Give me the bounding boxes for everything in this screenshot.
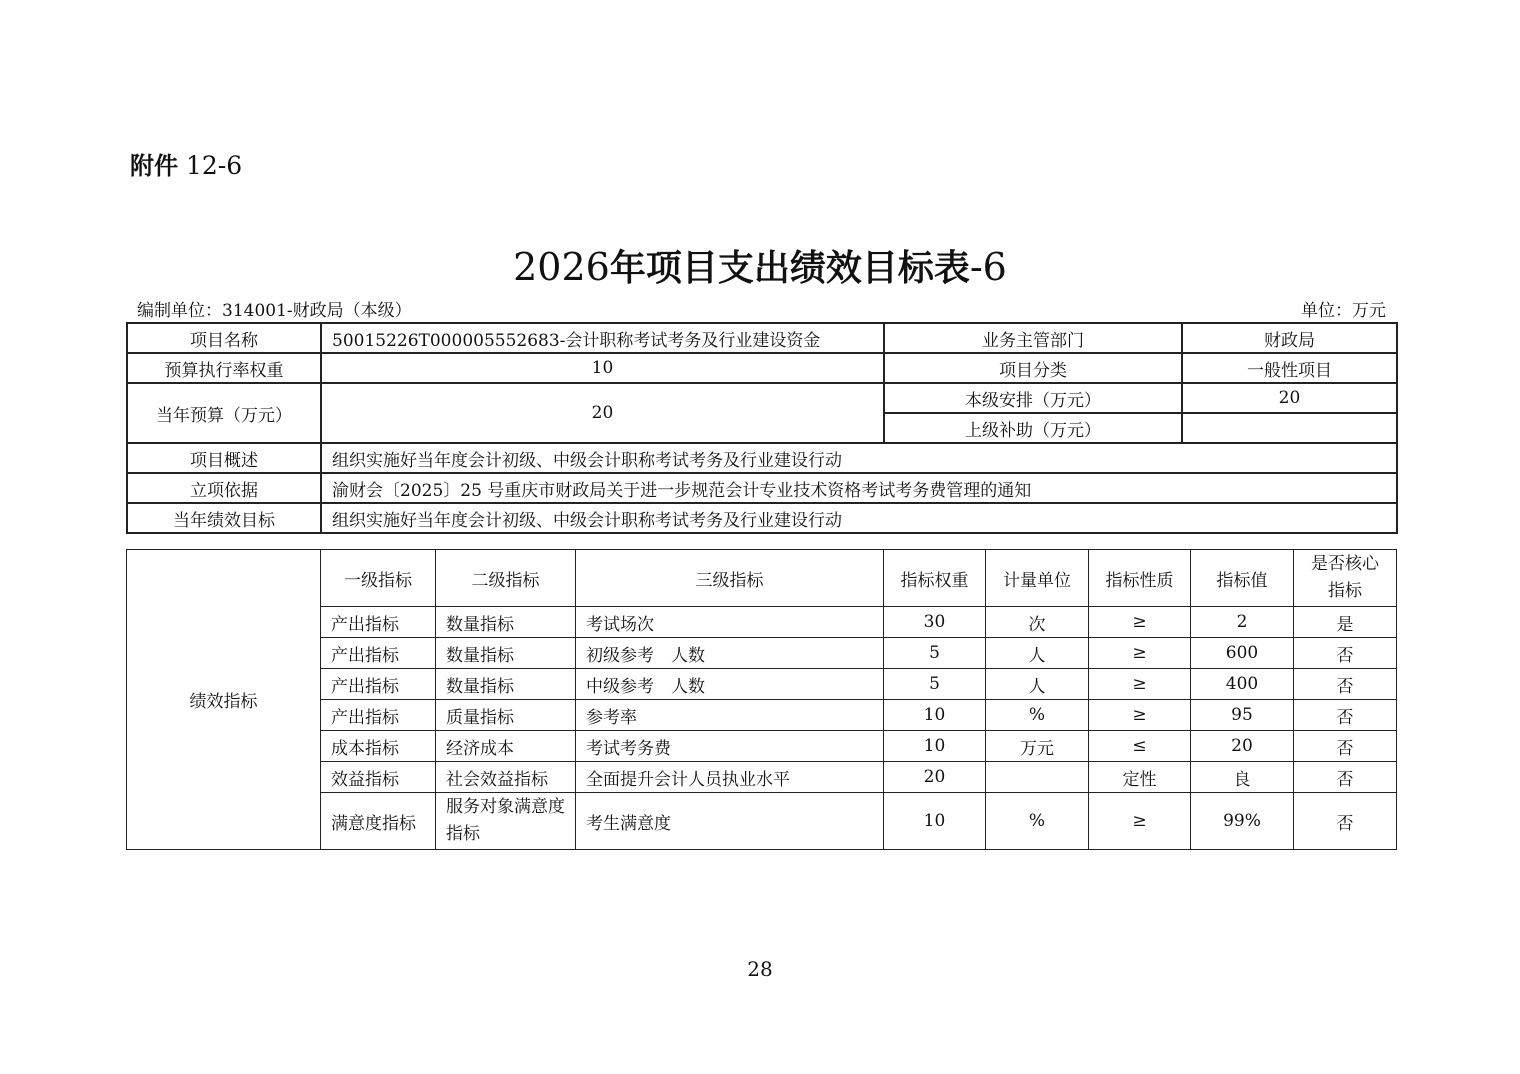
level1-cell: 产出指标 — [321, 607, 436, 638]
nature-cell: ≤ — [1089, 731, 1191, 762]
overview-label: 项目概述 — [127, 443, 321, 473]
level3-cell: 考生满意度 — [576, 793, 884, 850]
unit-cell: % — [986, 700, 1089, 731]
compiling-unit: 编制单位：314001-财政局（本级） — [137, 301, 412, 321]
header-cell: 指标性质 — [1089, 550, 1191, 607]
core-cell: 否 — [1294, 669, 1397, 700]
header-cell: 是否核心指标 — [1294, 550, 1397, 607]
weight-label: 预算执行率权重 — [127, 353, 321, 383]
weight-cell: 5 — [884, 669, 986, 700]
nature-cell: 定性 — [1089, 762, 1191, 793]
level2-cell: 质量指标 — [436, 700, 576, 731]
level2-cell: 数量指标 — [436, 607, 576, 638]
nature-cell: ≥ — [1089, 700, 1191, 731]
overview-value: 组织实施好当年度会计初级、中级会计职称考试考务及行业建设行动 — [321, 443, 1397, 473]
core-cell: 否 — [1294, 731, 1397, 762]
header-cell: 三级指标 — [576, 550, 884, 607]
level3-cell: 考试场次 — [576, 607, 884, 638]
currency-unit: 单位：万元 — [1301, 301, 1386, 321]
value-cell: 400 — [1191, 669, 1294, 700]
value-cell: 600 — [1191, 638, 1294, 669]
page-title — [0, 240, 1520, 291]
table-row — [127, 353, 1397, 383]
header-cell: 计量单位 — [986, 550, 1089, 607]
table-row — [127, 443, 1397, 473]
level3-cell: 中级参考 人数 — [576, 669, 884, 700]
level1-cell: 成本指标 — [321, 731, 436, 762]
nature-cell: ≥ — [1089, 669, 1191, 700]
nature-cell: ≥ — [1089, 638, 1191, 669]
indicators-header-row — [127, 550, 1397, 607]
level1-cell: 产出指标 — [321, 700, 436, 731]
subsidy-label: 上级补助（万元） — [884, 413, 1182, 443]
header-cell: 一级指标 — [321, 550, 436, 607]
core-cell: 否 — [1294, 762, 1397, 793]
unit-cell — [986, 762, 1089, 793]
nature-cell: ≥ — [1089, 607, 1191, 638]
table-row — [127, 323, 1397, 353]
header-cell: 指标值 — [1191, 550, 1294, 607]
category-value: 一般性项目 — [1182, 353, 1397, 383]
level2-cell: 数量指标 — [436, 669, 576, 700]
level2-cell: 服务对象满意度指标 — [436, 793, 576, 850]
title-suffix: -6 — [969, 245, 1007, 289]
nature-cell: ≥ — [1089, 793, 1191, 850]
table-row — [127, 503, 1397, 533]
unit-cell: 人 — [986, 638, 1089, 669]
level1-cell: 满意度指标 — [321, 793, 436, 850]
unit-cell: 人 — [986, 669, 1089, 700]
local-label: 本级安排（万元） — [884, 383, 1182, 413]
value-cell: 99% — [1191, 793, 1294, 850]
weight-cell: 10 — [884, 793, 986, 850]
goal-value: 组织实施好当年度会计初级、中级会计职称考试考务及行业建设行动 — [321, 503, 1397, 533]
subsidy-value — [1182, 413, 1397, 443]
goal-label: 当年绩效目标 — [127, 503, 321, 533]
level1-cell: 产出指标 — [321, 669, 436, 700]
local-value: 20 — [1182, 383, 1397, 413]
unit-cell: 万元 — [986, 731, 1089, 762]
project-info-table — [126, 322, 1398, 534]
value-cell: 2 — [1191, 607, 1294, 638]
dept-value: 财政局 — [1182, 323, 1397, 353]
level2-cell: 数量指标 — [436, 638, 576, 669]
core-cell: 否 — [1294, 793, 1397, 850]
basis-label: 立项依据 — [127, 473, 321, 503]
level3-cell: 全面提升会计人员执业水平 — [576, 762, 884, 793]
title-year: 2026 — [513, 245, 610, 289]
level1-cell: 效益指标 — [321, 762, 436, 793]
weight-cell: 20 — [884, 762, 986, 793]
attachment-word: 附件 — [130, 152, 178, 180]
unit-cell: % — [986, 793, 1089, 850]
table-row — [127, 473, 1397, 503]
page-number: 28 — [747, 957, 773, 981]
budget-label: 当年预算（万元） — [127, 383, 321, 443]
level2-cell: 经济成本 — [436, 731, 576, 762]
level3-cell: 参考率 — [576, 700, 884, 731]
category-label: 项目分类 — [884, 353, 1182, 383]
core-cell: 否 — [1294, 638, 1397, 669]
indicators-section-label: 绩效指标 — [127, 550, 321, 850]
level3-cell: 考试考务费 — [576, 731, 884, 762]
level3-cell: 初级参考 人数 — [576, 638, 884, 669]
weight-value: 10 — [321, 353, 884, 383]
basis-value: 渝财会〔2025〕25 号重庆市财政局关于进一步规范会计专业技术资格考试考务费管理的通知 — [321, 473, 1397, 503]
dept-label: 业务主管部门 — [884, 323, 1182, 353]
weight-cell: 10 — [884, 731, 986, 762]
header-cell: 指标权重 — [884, 550, 986, 607]
value-cell: 95 — [1191, 700, 1294, 731]
project-name-label: 项目名称 — [127, 323, 321, 353]
weight-cell: 5 — [884, 638, 986, 669]
attachment-label — [130, 146, 242, 181]
level2-cell: 社会效益指标 — [436, 762, 576, 793]
core-cell: 是 — [1294, 607, 1397, 638]
indicators-table — [126, 549, 1397, 850]
title-text: 年项目支出绩效目标表 — [609, 248, 970, 289]
header-cell: 二级指标 — [436, 550, 576, 607]
weight-cell: 30 — [884, 607, 986, 638]
project-name-value: 50015226T000005552683-会计职称考试考务及行业建设资金 — [321, 323, 884, 353]
budget-value: 20 — [321, 383, 884, 443]
value-cell: 良 — [1191, 762, 1294, 793]
table-row — [127, 383, 1397, 413]
unit-cell: 次 — [986, 607, 1089, 638]
weight-cell: 10 — [884, 700, 986, 731]
value-cell: 20 — [1191, 731, 1294, 762]
level1-cell: 产出指标 — [321, 638, 436, 669]
core-cell: 否 — [1294, 700, 1397, 731]
attachment-number: 12-6 — [185, 151, 243, 180]
